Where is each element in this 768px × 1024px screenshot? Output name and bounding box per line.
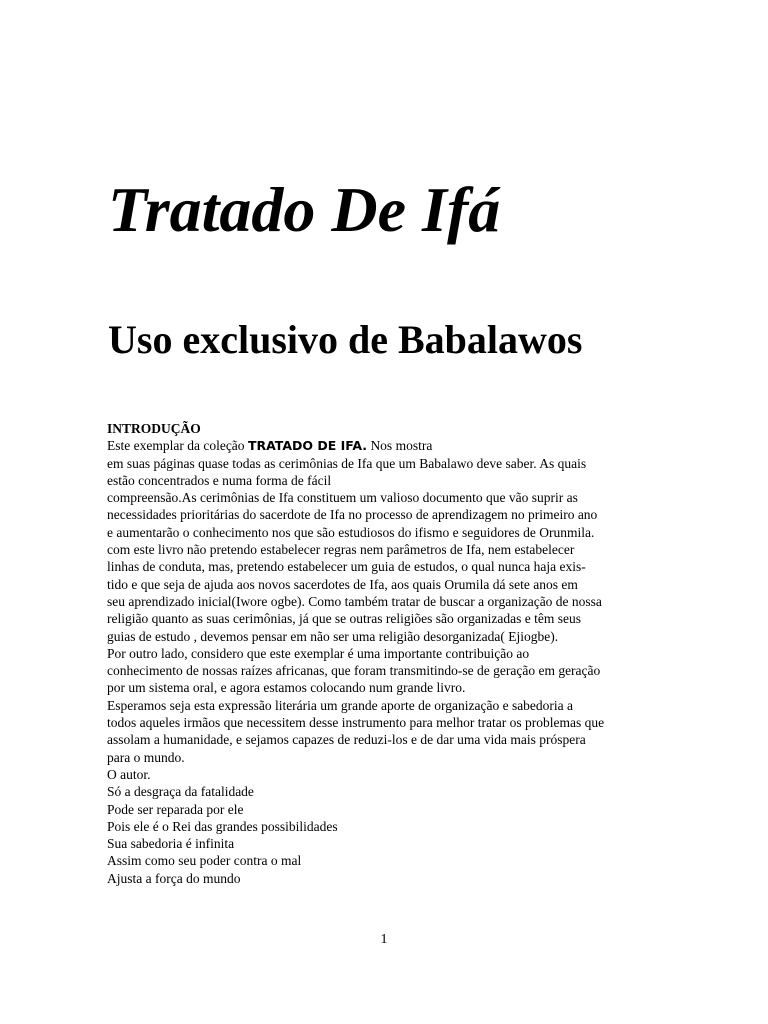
verse-line: Só a desgraça da fatalidade <box>107 784 254 800</box>
verse-line: Ajusta a força do mundo <box>107 870 241 886</box>
body-line: compreensão.As cerimônias de Ifa constituem um valioso documento que vão suprir as <box>107 490 578 506</box>
document-body <box>107 420 697 887</box>
body-line: e aumentarão o conhecimento nos que são estudiosos do ifismo e seguidores de Orunmila. <box>107 524 595 540</box>
intro-text-after: Nos mostra <box>367 438 433 454</box>
body-line: Por outro lado, considero que este exemplar é uma importante contribuição ao <box>107 645 530 661</box>
body-line: com este livro não pretendo estabelecer regras nem parâmetros de Ifa, nem estabelecer <box>107 542 575 558</box>
body-line: assolam a humanidade, e sejamos capazes de reduzi-los e de dar uma vida mais próspera <box>107 732 586 748</box>
verse-line: Sua sabedoria é infinita <box>107 836 235 852</box>
body-line: religião quanto as suas cerimônias, já que se outras religiões são organizadas e têm seus <box>107 611 581 627</box>
body-line: tido e que seja de ajuda aos novos sacerdotes de Ifa, aos quais Orumila dá sete anos em <box>107 576 578 592</box>
document-title: Tratado De Ifá <box>108 174 501 245</box>
verse-line: Pode ser reparada por ele <box>107 801 244 817</box>
body-line: Esperamos seja esta expressão literária um grande aporte de organização e sabedoria a <box>107 697 574 713</box>
body-line: em suas páginas quase todas as cerimônias de Ifa que um Babalawo deve saber. As quais <box>107 455 587 471</box>
author-line: O autor. <box>107 766 151 782</box>
body-line: guias de estudo , devemos pensar em não ser uma religião desorganizada( Ejiogbe). <box>107 628 559 644</box>
intro-first-line <box>107 437 697 454</box>
intro-text-before: Este exemplar da coleção <box>107 438 248 454</box>
body-line: todos aqueles irmãos que necessitem desse instrumento para melhor tratar os problemas que <box>107 715 605 731</box>
body-line: estão concentrados e numa forma de fácil <box>107 472 332 488</box>
body-line: linhas de conduta, mas, pretendo estabelecer um guia de estudos, o qual nunca haja exis- <box>107 559 586 575</box>
body-line: para o mundo. <box>107 749 185 765</box>
section-heading: INTRODUÇÃO <box>107 421 201 436</box>
collection-name: TRATADO DE IFA. <box>247 438 368 454</box>
body-line: necessidades prioritárias do sacerdote de Ifa no processo de aprendizagem no primeiro ano <box>107 507 598 523</box>
body-line: por um sistema oral, e agora estamos colocando num grande livro. <box>107 680 466 696</box>
body-line: conhecimento de nossas raízes africanas, que foram transmitindo-se de geração em geração <box>107 663 601 679</box>
verse-line: Pois ele é o Rei das grandes possibilidades <box>107 818 338 834</box>
body-line: seu aprendizado inicial(Iwore ogbe). Como também tratar de buscar a organização de nossa <box>107 593 602 609</box>
document-subtitle: Uso exclusivo de Babalawos <box>108 317 583 362</box>
page-number: 1 <box>380 932 388 947</box>
verse-line: Assim como seu poder contra o mal <box>107 853 302 869</box>
